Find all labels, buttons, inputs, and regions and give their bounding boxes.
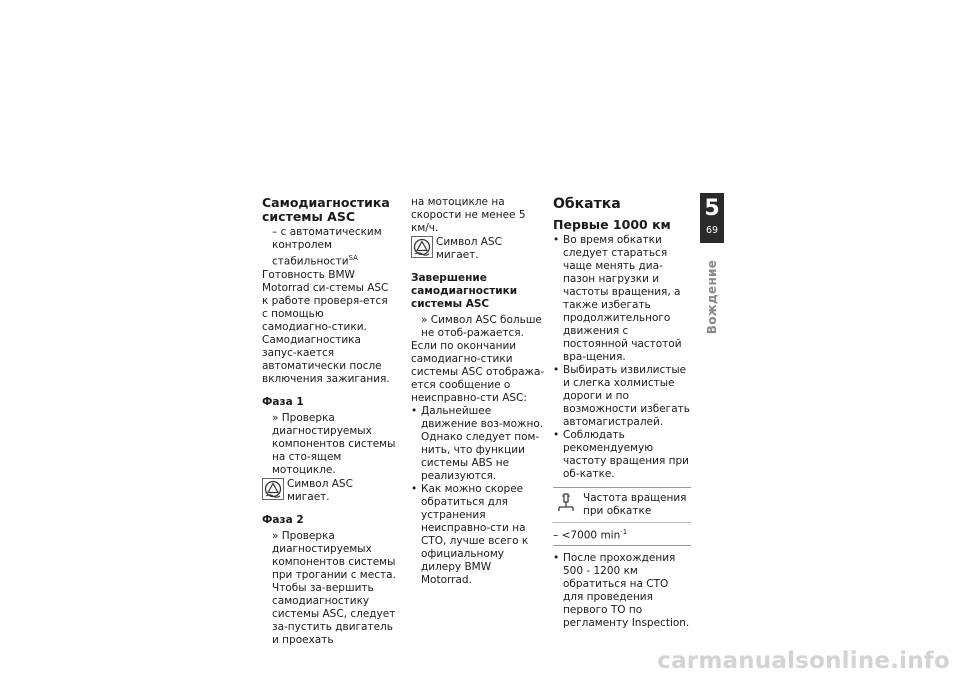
page-number: 69	[705, 225, 719, 236]
continuation-text: на мотоцикле на скорости не менее 5 км/ч.	[411, 196, 526, 234]
column-asc-continued	[411, 196, 545, 587]
cont-symbol-text: Символ ASC мигает.	[436, 236, 502, 261]
bullet-item	[553, 429, 691, 481]
rpm-box-value	[553, 523, 691, 543]
bullet-item	[411, 405, 545, 483]
chapter-label-text: Вождение	[705, 259, 719, 335]
chapter-side-label	[700, 252, 724, 342]
column-asc-selfdiag	[262, 196, 396, 647]
rpm-box-label: Частота вращения при обкатке	[583, 492, 687, 517]
subtitle-first-1000km: Первые 1000 км	[553, 217, 671, 232]
section-title-asc: Самодиагностика системы ASC	[262, 195, 390, 224]
bullet-item	[553, 552, 691, 630]
bullet-text: Во время обкатки следует стараться чаще менять диа-пазон нагрузки и частоты вращения, а также избегать продолжительного движения с постоянной частотой вра-щения.	[563, 234, 682, 363]
bullet-dot: •	[553, 234, 560, 246]
bullet-text: После прохождения 500 - 1200 км обратиться на СТО для проведения первого ТО по регламенту Inspection.	[563, 551, 690, 629]
break-in-rpm-box	[553, 487, 691, 546]
bullet-dot: •	[553, 551, 560, 564]
asc-warning-icon	[411, 236, 433, 258]
cont-symbol-row	[411, 236, 545, 262]
column-break-in	[553, 196, 691, 630]
phase1-symbol-row	[262, 478, 396, 504]
engine-speed-icon	[555, 492, 577, 514]
bullet-item	[553, 364, 691, 429]
bullet-dot: •	[553, 364, 560, 376]
section-title-break-in: Обкатка	[553, 196, 621, 212]
rpm-value-text: – <7000 min	[553, 529, 621, 542]
bullet-dot: •	[553, 429, 560, 441]
bullet-item	[553, 234, 691, 364]
bullet-text: Выбирать извилистые и слегка холмистые дороги и по возможности избегать автомагистралей.	[563, 364, 690, 428]
fault-paragraph: Если по окончании самодиагно-стики системы ASC отобража-ется сообщение о неисправно-сти ASC:	[411, 340, 545, 404]
intro-paragraph: Готовность BMW Motorrad си-стемы ASC к работе проверя-ется с помощью самодиагно-стики. Самодиагностика запус-кается автоматически после включения зажигания.	[262, 268, 390, 385]
phase2-item: » Проверка диагностируемых компонентов системы при трогании с места. Чтобы за-вершить самодиагностику системы ASC, следует за-пустить двигатель и проехать	[272, 529, 396, 646]
bullet-item	[411, 483, 545, 587]
watermark: carmanualsonline.info	[657, 648, 950, 674]
bullet-text: Соблюдать рекомендуемую частоту вращения при об-катке.	[563, 429, 689, 480]
phase2-heading: Фаза 2	[262, 513, 304, 526]
phase1-item: » Проверка диагностируемых компонентов системы на сто-ящем мотоцикле.	[272, 411, 396, 476]
dash-text: – с автоматическим контролем стабильности	[272, 226, 382, 268]
rpm-unit-exponent: -1	[620, 528, 628, 536]
bullet-text: Как можно скорее обратиться для устранения неисправно-сти на СТО, лучше всего к официальному дилеру BMW Motorrad.	[421, 483, 529, 586]
phase1-symbol-text: Символ ASC мигает.	[287, 477, 353, 503]
end-selfdiag-item: » Символ ASC больше не отоб-ражается.	[421, 314, 542, 339]
bullet-dot: •	[411, 483, 418, 495]
chapter-number: 5	[704, 196, 720, 221]
special-equipment-mark: SA	[348, 254, 358, 262]
dash-item-asc-option	[262, 226, 396, 269]
chapter-tab	[700, 193, 724, 243]
asc-warning-icon	[262, 478, 284, 500]
end-selfdiag-heading: Завершение самодиагностики системы ASC	[411, 272, 518, 310]
phase1-heading: Фаза 1	[262, 395, 304, 408]
bullet-text: Дальнейшее движение воз-можно. Однако следует пом-нить, что функции системы ABS не реализуются.	[421, 405, 544, 482]
bullet-dot: •	[411, 405, 418, 417]
rpm-box-header	[553, 492, 691, 523]
